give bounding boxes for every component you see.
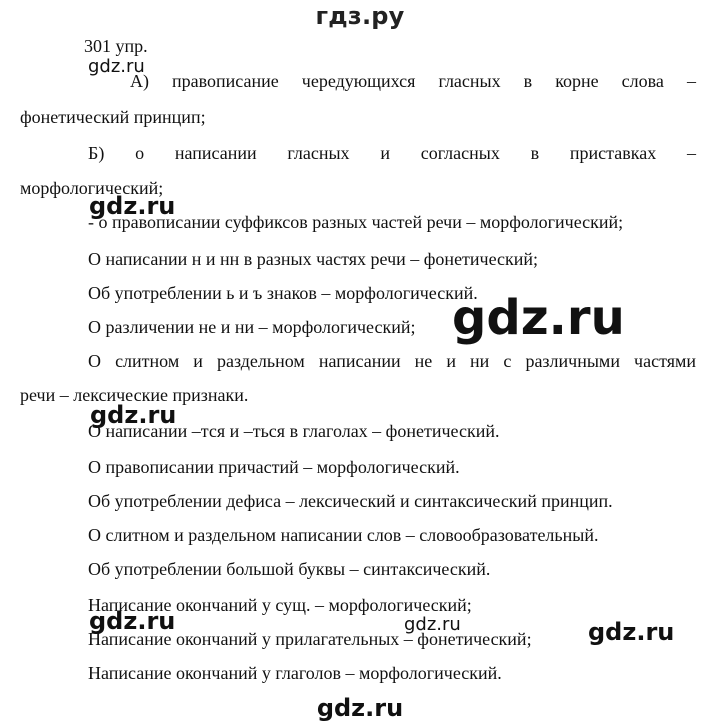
site-logo-footer: gdz.ru [316, 694, 404, 722]
para_c-word: различными [525, 351, 620, 371]
para_b-word: Б) [88, 143, 105, 163]
para_c-word: О [88, 351, 101, 371]
para_a-word: чередующихся [301, 71, 416, 91]
watermark-logo: gdz.ru [89, 192, 176, 220]
list-item: О правописании причастий – морфологический. [88, 457, 460, 477]
para_a-word: слова [621, 71, 664, 91]
list-item: Об употреблении дефиса – лексический и синтаксический принцип. [88, 491, 613, 511]
list-item: Об употреблении большой буквы – синтаксический. [88, 559, 491, 579]
para_b-word: о [135, 143, 145, 163]
para_c-word: слитном [115, 351, 180, 371]
para-b-line-2: морфологический; [20, 178, 164, 198]
list-item: Об употреблении ь и ъ знаков – морфологический. [88, 283, 478, 303]
list-item: - о правописании суффиксов разных частей речи – морфологический; [88, 212, 624, 232]
list-item: Написание окончаний у глаголов – морфологический. [88, 663, 502, 683]
para_a-word: правописание [172, 71, 279, 91]
para-a-line-2: фонетический принцип; [20, 107, 206, 127]
list-item: О написании –тся и –ться в глаголах – фонетический. [88, 421, 500, 441]
para_c-word: не [414, 351, 433, 371]
watermark-logo: gdz.ru [88, 56, 145, 77]
para_b-word: приставках [569, 143, 657, 163]
watermark-logo: gdz.ru [90, 401, 177, 429]
watermark-logo: gdz.ru [404, 614, 461, 635]
para_c-word: и [193, 351, 203, 371]
para-c-line-1 [88, 352, 696, 370]
watermark-logo: gdz.ru [588, 618, 675, 646]
para_c-word: и [446, 351, 456, 371]
exercise-number: 301 упр. [84, 36, 148, 56]
list-item: О слитном и раздельном написании слов – словообразовательный. [88, 525, 599, 545]
para_b-word: – [686, 143, 696, 163]
para_c-word: ни [470, 351, 490, 371]
para_a-word: гласных [438, 71, 501, 91]
para-b-line-1 [88, 144, 696, 162]
para_b-word: гласных [287, 143, 350, 163]
para_b-word: согласных [420, 143, 500, 163]
para_b-word: и [380, 143, 390, 163]
list-item: Написание окончаний у прилагательных – фонетический; [88, 629, 532, 649]
list-item: О различении не и ни – морфологический; [88, 317, 416, 337]
para-a-line-1 [130, 72, 696, 90]
para_a-word: в [523, 71, 533, 91]
site-logo-header: гдз.ру [315, 2, 405, 30]
para_b-word: в [530, 143, 540, 163]
para_c-word: с [503, 351, 512, 371]
para_a-word: корне [555, 71, 599, 91]
list-item: Написание окончаний у сущ. – морфологический; [88, 595, 472, 615]
para_c-word: частями [634, 351, 696, 371]
list-item: О написании н и нн в разных частях речи – фонетический; [88, 249, 539, 269]
para_a-word: – [686, 71, 696, 91]
para_b-word: написании [174, 143, 257, 163]
para_c-word: написании [318, 351, 401, 371]
watermark-logo: gdz.ru [452, 290, 625, 346]
para_a-word: А) [130, 71, 149, 91]
para-c-line-2: речи – лексические признаки. [20, 385, 249, 405]
watermark-logo: gdz.ru [89, 607, 176, 635]
para_c-word: раздельном [216, 351, 305, 371]
